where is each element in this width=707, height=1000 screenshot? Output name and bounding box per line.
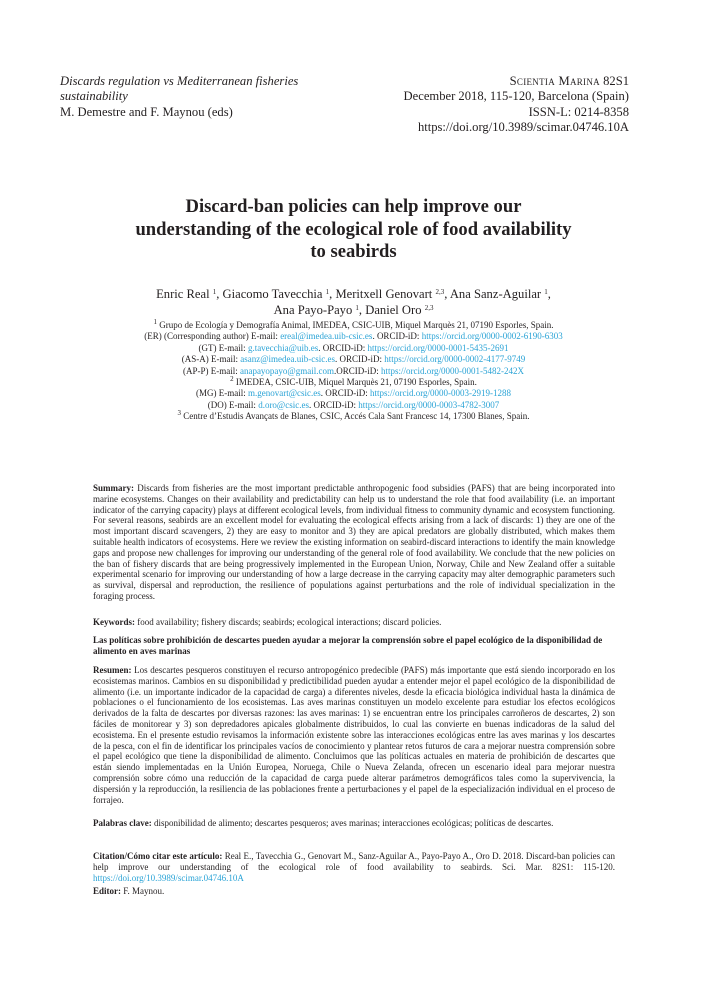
contact-label: (MG) E-mail: (195, 388, 248, 399)
journal-date-pages: December 2018, 115-120, Barcelona (Spain) (403, 89, 629, 104)
keywords-paragraph (93, 617, 615, 628)
email-link[interactable]: anapayopayo@gmail.com (239, 365, 334, 376)
email-link[interactable]: g.tavecchia@uib.es (247, 342, 319, 353)
keywords-label: Keywords: (93, 617, 135, 627)
affiliation-3 (60, 411, 647, 422)
author-line2: Ana Payo-Payo $^1$, Daniel Oro $^{2,3}$ (273, 303, 434, 317)
series-title-line2: sustainability (60, 89, 128, 104)
summary-paragraph (93, 483, 615, 602)
author-name: Enric Real (156, 287, 210, 301)
contact-app (60, 366, 647, 377)
article-title-line2: understanding of the ecological role of food availability (135, 218, 572, 240)
author-affil-sup: 2,3 (424, 304, 434, 312)
resumen-paragraph (93, 665, 615, 805)
email-link[interactable]: m.genovart@csic.es (247, 388, 321, 399)
citation-paragraph (93, 851, 615, 883)
affiliation-text: Centre d’Estudis Avançats de Blanes, CSIC, Accés Cala Sant Francesc 14, 17300 Blanes, Spain. (180, 411, 530, 422)
citation-label: Citation/Cómo citar este artículo: (93, 851, 223, 861)
affiliation-sup: 3 (177, 409, 181, 418)
contact-label: (DO) E-mail: (207, 399, 259, 410)
affiliations (60, 320, 647, 423)
journal-issn: ISSN-L: 0214-8358 (528, 104, 629, 119)
summary-text: Discards from fisheries are the most important predictable anthropogenic food subsidies (PAFS) that are being incorporated into marine ecosystems. Changes on their availability and predictability can help us to understand the role that food availability (i.e. an important indicator of the carrying capacity) plays at different ecological levels, from individual fitness to community dynamic and ecosystem functioning. For several reasons, seabirds are an excellent model for evaluating the ecological effects arising from a lack of discards: 1) they are one of the most important discard scavengers, 2) they are easy to monitor and 3) they are apical predators are globally distributed, which makes them suitable health indicators of ecosystems. Here we review the existing information on seabird-discard interactions to identify the main knowledge gaps and propose new challenges for improving our understanding of the general role of food availability. We conclude that the new policies on the ban of fishery discards that are being progressively implemented in the European Union, Norway, Chile and New Zealand offer a suitable experimental scenario for improving our understanding of how a large decrease in the carrying capacity may alter demographic parameters such as survival, dispersal and reproduction, the resilience of populations against perturbations and the role of individual specialization in the foraging process. (93, 483, 615, 601)
orcid-label: . ORCID-iD: (372, 331, 422, 342)
resumen-text: Los descartes pesqueros constituyen el recurso antropogénico predecible (PAFS) más importante que está siendo incorporado en los ecosistemas marinos. Cambios en su disponibilidad y predictibilidad pueden ayudar a entender mejor el papel ecológico de la disponibilidad de alimento (i.e. un importante indicador de la capacidad de carga) a diferentes niveles, desde la eficacia biológica individual hasta la dinámica de poblaciones o el funcionamiento de los ecosistemas. Las aves marinas constituyen un modelo excelente para estudiar los efectos ecológicos derivados de la falta de descartes por diversas razones: las aves marinas: 1) se encuentran entre los principales carroñeros de descartes, 2) son fáciles de monitorear y 3) son depredadores apicales globalmente distribuidos, lo cual las convierte en buenas indicadoras de la salud del ecosistema. En el presente estudio revisamos la información existente sobre las interacciones ecológicas entre las aves marinas y los descartes de la pesca, con el fin de identificar los principales vacíos de conocimiento y plantear retos futuros de cara a mejorar nuestra comprensión sobre el papel ecológico que tiene la disponibilidad de alimento. Concluimos que las políticas actuales en materia de prohibición de descartes que están siendo implementadas en la Unión Europea, Noruega, Chile o Nueva Zelanda, ofrecen un escenario ideal para mejorar nuestra comprensión sobre cómo una reducción de la capacidad de carga puede alterar parámetros demográficos tales como la supervivencia, la dispersión y la reproducción, la resiliencia de las poblaciones frente a perturbaciones y el papel de la especialización individual en el proceso de forrajeo. (93, 665, 615, 805)
journal-header (299, 74, 629, 136)
orcid-label: . ORCID-iD: (320, 388, 370, 399)
orcid-link[interactable]: https://orcid.org/0000-0002-6190-6303 (421, 331, 563, 342)
article-title-line3: to seabirds (310, 241, 397, 263)
contact-er (60, 331, 647, 342)
keywords-text: food availability; fishery discards; seabirds; ecological interactions; discard policies. (135, 617, 442, 627)
author-name: Meritxell Genovart (335, 287, 433, 301)
palabras-clave-paragraph (93, 818, 615, 829)
affiliation-text: Grupo de Ecología y Demografía Animal, IMEDEA, CSIC-UIB, Miquel Marquès 21, 07190 Esporles, Spain. (157, 320, 554, 330)
palabras-text: disponibilidad de alimento; descartes pesqueros; aves marinas; interacciones ecológicas; políticas de descartes. (151, 818, 554, 828)
article-title-line1: Discard-ban policies can help improve our (185, 196, 522, 217)
orcid-link[interactable]: https://orcid.org/0000-0003-4782-3007 (358, 399, 500, 410)
author-name: Daniel Oro (365, 303, 422, 317)
palabras-label: Palabras clave: (93, 818, 152, 828)
orcid-label: . ORCID-iD: (308, 399, 359, 410)
contact-mg (60, 388, 647, 399)
author-line1: Enric Real $^1$, Giacomo Tavecchia $^1$, Meritxell Genovart $^{2,3}$, Ana Sanz-Aguilar $^1$, (156, 287, 551, 301)
series-title-line1: Discards regulation vs Mediterranean fisheries (60, 74, 299, 88)
author-affil-sup: 1 (325, 288, 330, 296)
author-name: Giacomo Tavecchia (222, 287, 323, 301)
orcid-link[interactable]: https://orcid.org/0000-0002-4177-9749 (384, 354, 526, 365)
citation-doi-link[interactable]: https://doi.org/10.3989/scimar.04746.10A (93, 872, 244, 883)
orcid-label: . ORCID-iD: (318, 342, 368, 353)
contact-label: (AP-P) E-mail: (182, 365, 240, 376)
contact-asa (60, 354, 647, 365)
author-name: Ana Sanz-Aguilar (449, 287, 542, 301)
series-editors: M. Demestre and F. Maynou (eds) (60, 104, 233, 119)
citation-text: Real E., Tavecchia G., Genovart M., Sanz-Aguilar A., Payo-Payo A., Oro D. 2018. Discard-ban policies can help improve our understanding of the ecological role of food availability to seabirds. Sci. Mar. 82S1: 115-120. (93, 851, 615, 872)
contact-label: (AS-A) E-mail: (181, 354, 241, 365)
email-link[interactable]: d.oro@csic.es (258, 399, 309, 410)
affiliation-2 (60, 377, 647, 388)
author-affil-sup: 2,3 (435, 288, 445, 296)
orcid-link[interactable]: https://orcid.org/0000-0003-2919-1288 (369, 388, 512, 399)
author-affil-sup: 1 (212, 288, 217, 296)
editor-label: Editor: (93, 886, 121, 896)
author-affil-sup: 1 (355, 304, 359, 312)
contact-do (60, 400, 647, 411)
affiliation-text: IMEDEA, CSIC-UIB, Miquel Marquès 21, 07190 Esporles, Spain. (233, 377, 477, 388)
article-title (80, 196, 627, 264)
editor-text: F. Maynou. (121, 886, 165, 896)
journal-doi[interactable]: https://doi.org/10.3989/scimar.04746.10A (417, 120, 629, 135)
affiliation-sup: 2 (230, 375, 234, 384)
orcid-label: .ORCID-iD: (333, 365, 381, 376)
contact-label: (ER) (Corresponding author) E-mail: (144, 331, 281, 342)
journal-line (299, 74, 629, 89)
resumen-label: Resumen: (93, 665, 132, 675)
email-link[interactable]: asanz@imedea.uib-csic.es (240, 354, 335, 365)
contact-gt (60, 343, 647, 354)
orcid-label: . ORCID-iD: (334, 354, 385, 365)
editor-paragraph (93, 886, 615, 897)
author-list (80, 286, 627, 318)
author-affil-sup: 1 (544, 288, 548, 296)
summary-label: Summary: (93, 483, 134, 493)
contact-label: (GT) E-mail: (198, 342, 248, 353)
journal-name: Scientia Marina (509, 74, 600, 88)
email-link[interactable]: ereal@imedea.uib-csic.es (280, 331, 373, 342)
journal-volume: 82S1 (599, 74, 629, 88)
spanish-title: Las políticas sobre prohibición de descartes pueden ayudar a mejorar la comprensión sobre el papel ecológico de la disponibilidad de alimento en aves marinas (93, 635, 603, 656)
affiliation-1 (60, 320, 647, 331)
orcid-link[interactable]: https://orcid.org/0000-0001-5482-242X (380, 365, 525, 376)
affiliation-sup: 1 (153, 318, 158, 326)
author-name: Ana Payo-Payo (273, 303, 353, 317)
orcid-link[interactable]: https://orcid.org/0000-0001-5435-2691 (367, 342, 509, 353)
